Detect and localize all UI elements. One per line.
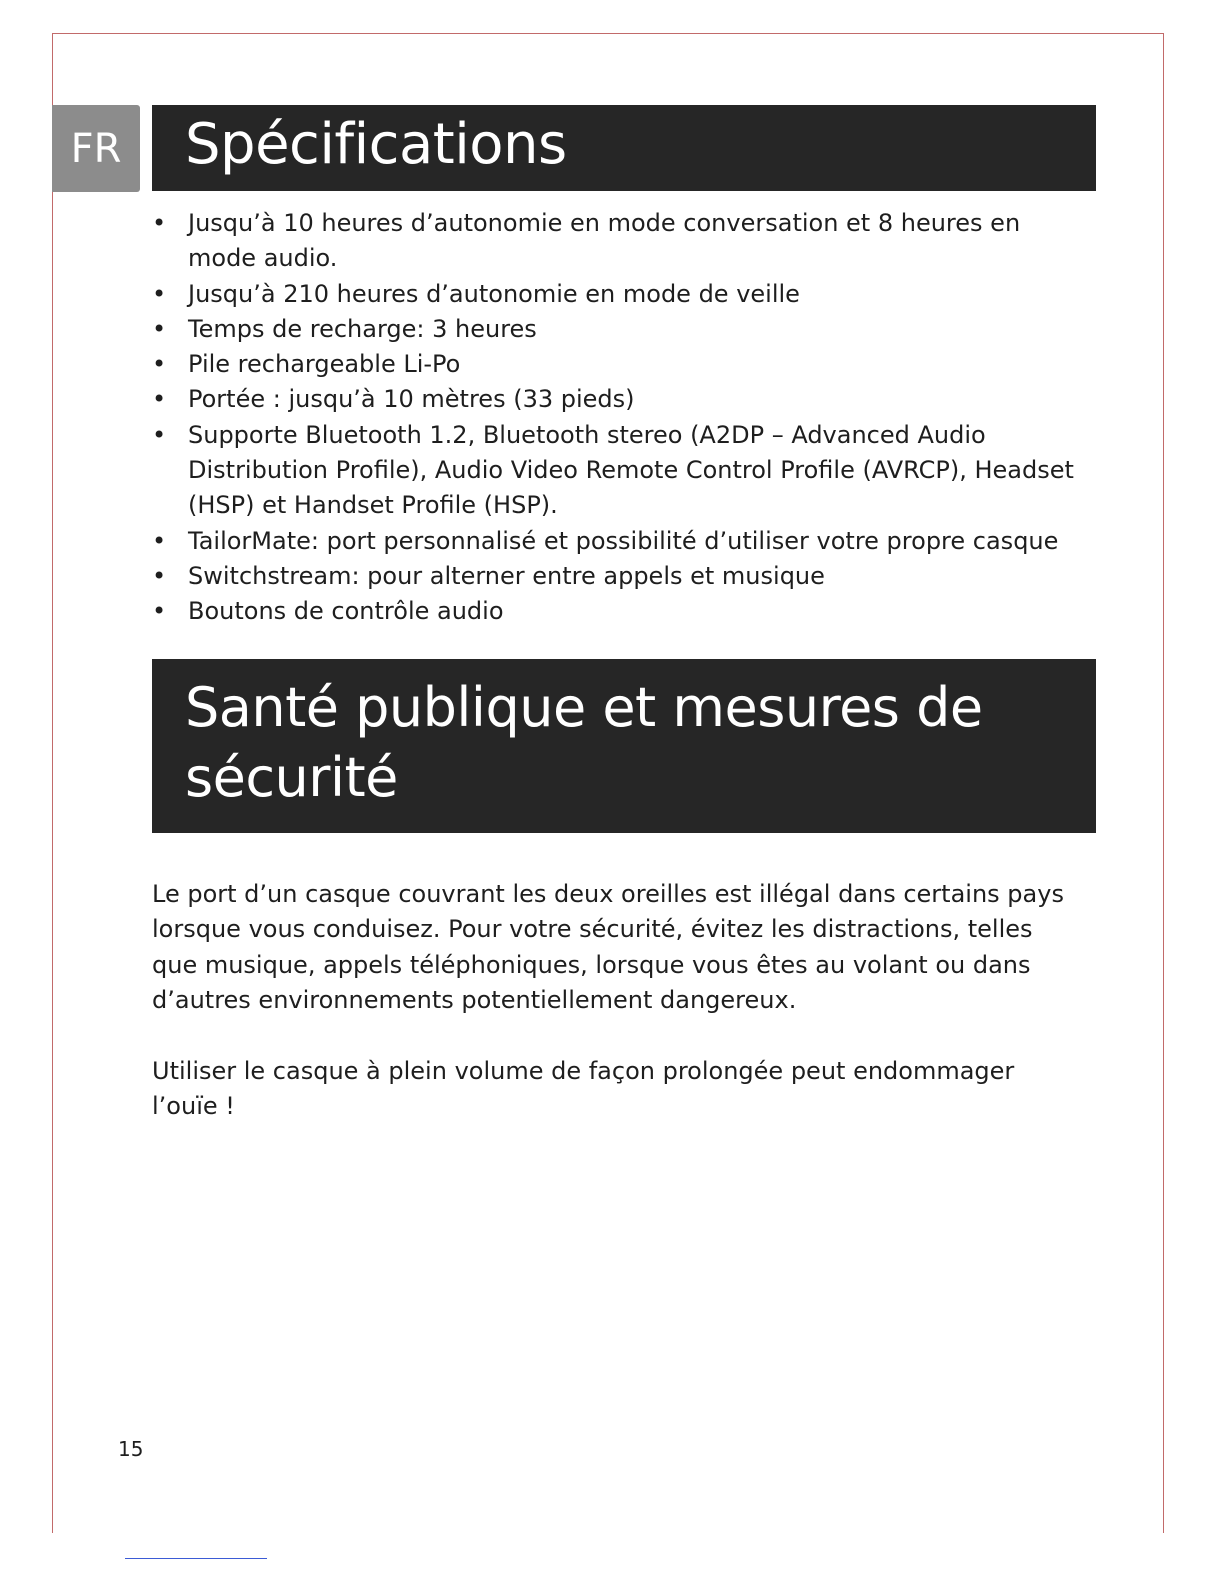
list-item-text: Supporte Bluetooth 1.2, Bluetooth stereo (A2DP – Advanced Audio Distribution Profile), Audio Video Remote Control Profile (AVRCP), Headset (HSP) et Handset Profile (HSP).: [188, 420, 1074, 520]
bullet-icon: •: [152, 314, 167, 343]
list-item-text: Boutons de contrôle audio: [188, 597, 504, 626]
list-item: [152, 594, 1082, 629]
bullet-icon: •: [152, 526, 167, 555]
page-number: 15: [118, 1437, 144, 1461]
specifications-header: [152, 105, 1096, 191]
list-item: [152, 559, 1082, 594]
list-item-text: Temps de recharge: 3 heures: [188, 314, 537, 343]
page-frame-top: [52, 33, 1164, 34]
list-item-text: Pile rechargeable Li-Po: [188, 350, 461, 379]
health-safety-title-line2: sécurité: [185, 746, 398, 809]
bullet-icon: •: [152, 597, 167, 626]
page-frame-right: [1163, 33, 1164, 1533]
list-item: [152, 277, 1082, 312]
bullet-icon: •: [152, 350, 167, 379]
list-item: [152, 418, 1082, 524]
health-paragraph-volume: Utiliser le casque à plein volume de façon prolongée peut endommager l’ouïe !: [152, 1057, 1015, 1121]
bullet-icon: •: [152, 420, 167, 449]
list-item: [152, 524, 1082, 559]
bullet-icon: •: [152, 385, 167, 414]
bullet-icon: •: [152, 279, 167, 308]
list-item: [152, 312, 1082, 347]
list-item: [152, 347, 1082, 382]
list-item: [152, 382, 1082, 417]
bottom-rule: [125, 1558, 267, 1559]
list-item: [152, 206, 1082, 277]
list-item-text: Jusqu’à 10 heures d’autonomie en mode conversation et 8 heures en mode audio.: [188, 209, 1021, 273]
health-safety-title: [185, 673, 1096, 813]
specifications-title: Spécifications: [185, 112, 567, 177]
list-item-text: Portée : jusqu’à 10 mètres (33 pieds): [188, 385, 635, 414]
health-paragraph-driving: Le port d’un casque couvrant les deux oreilles est illégal dans certains pays lorsque vous conduisez. Pour votre sécurité, évitez les distractions, telles que musique, appels téléphoniques, lorsque vous êtes au volant ou dans d’autres environnements potentiellement dangereux.: [152, 880, 1064, 1014]
bullet-icon: •: [152, 209, 167, 237]
language-tab: FR: [52, 105, 140, 192]
list-item-text: Switchstream: pour alterner entre appels et musique: [188, 561, 825, 590]
page-frame-left: [52, 33, 53, 1533]
health-safety-title-line1: Santé publique et mesures de: [185, 676, 983, 739]
list-item-text: TailorMate: port personnalisé et possibilité d’utiliser votre propre casque: [188, 526, 1059, 555]
bullet-icon: •: [152, 561, 167, 590]
list-item-text: Jusqu’à 210 heures d’autonomie en mode de veille: [188, 279, 800, 308]
health-safety-header: [152, 659, 1096, 833]
specifications-list: [152, 206, 1082, 630]
